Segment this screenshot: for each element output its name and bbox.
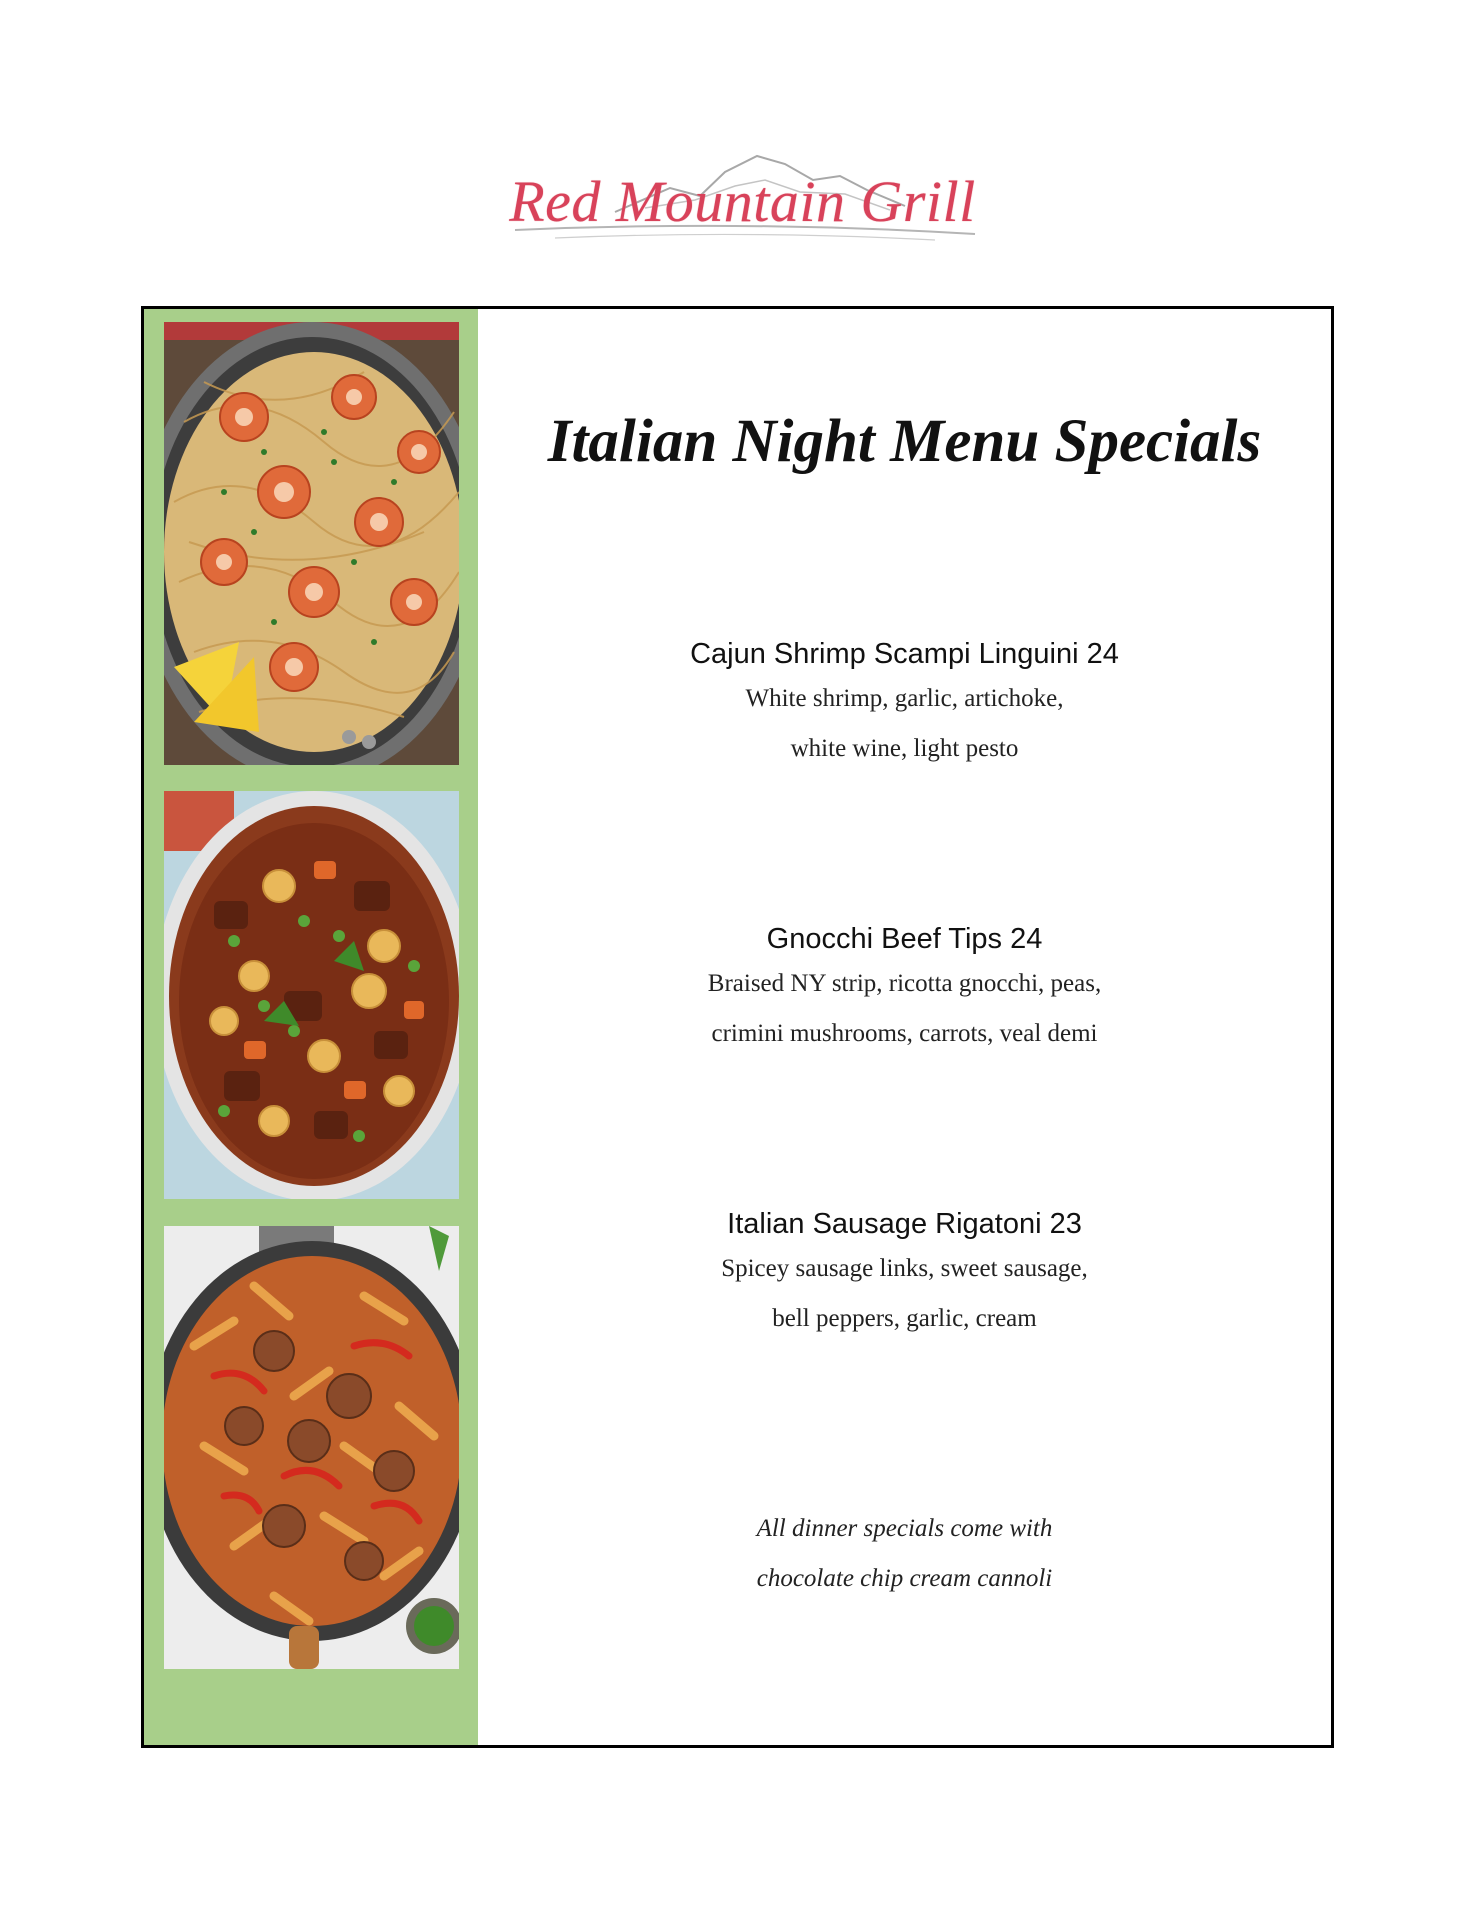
shrimp-scampi-linguini-photo	[164, 322, 459, 765]
gnocchi-beef-tips-photo	[164, 791, 459, 1199]
menu-item	[478, 634, 1331, 774]
restaurant-logo	[495, 150, 990, 245]
menu-item-name: Cajun Shrimp Scampi Linguini 24	[690, 638, 1119, 670]
menu-item-name: Gnocchi Beef Tips 24	[766, 923, 1043, 955]
specials-note-line: chocolate chip cream cannoli	[756, 1565, 1053, 1592]
menu-title: Italian Night Menu Specials	[547, 408, 1262, 475]
menu-panel	[141, 306, 1334, 1748]
logo-text: Red Mountain Grill	[509, 169, 976, 234]
menu-item-desc-line: bell peppers, garlic, cream	[772, 1305, 1037, 1332]
menu-item-name: Italian Sausage Rigatoni 23	[727, 1208, 1082, 1240]
menu-item	[478, 919, 1331, 1059]
menu-item-desc-line: Braised NY strip, ricotta gnocchi, peas,	[707, 970, 1102, 997]
specials-note	[478, 1504, 1331, 1604]
photo-sidebar	[144, 309, 478, 1745]
menu-item	[478, 1204, 1331, 1344]
menu-item-desc-line: white wine, light pesto	[790, 735, 1019, 762]
specials-note-line: All dinner specials come with	[756, 1515, 1053, 1542]
sausage-rigatoni-photo	[164, 1226, 459, 1669]
menu-item-desc-line: Spicey sausage links, sweet sausage,	[721, 1255, 1088, 1282]
menu-content	[478, 309, 1331, 1745]
menu-item-desc-line: White shrimp, garlic, artichoke,	[745, 685, 1064, 712]
menu-item-desc-line: crimini mushrooms, carrots, veal demi	[711, 1020, 1098, 1047]
